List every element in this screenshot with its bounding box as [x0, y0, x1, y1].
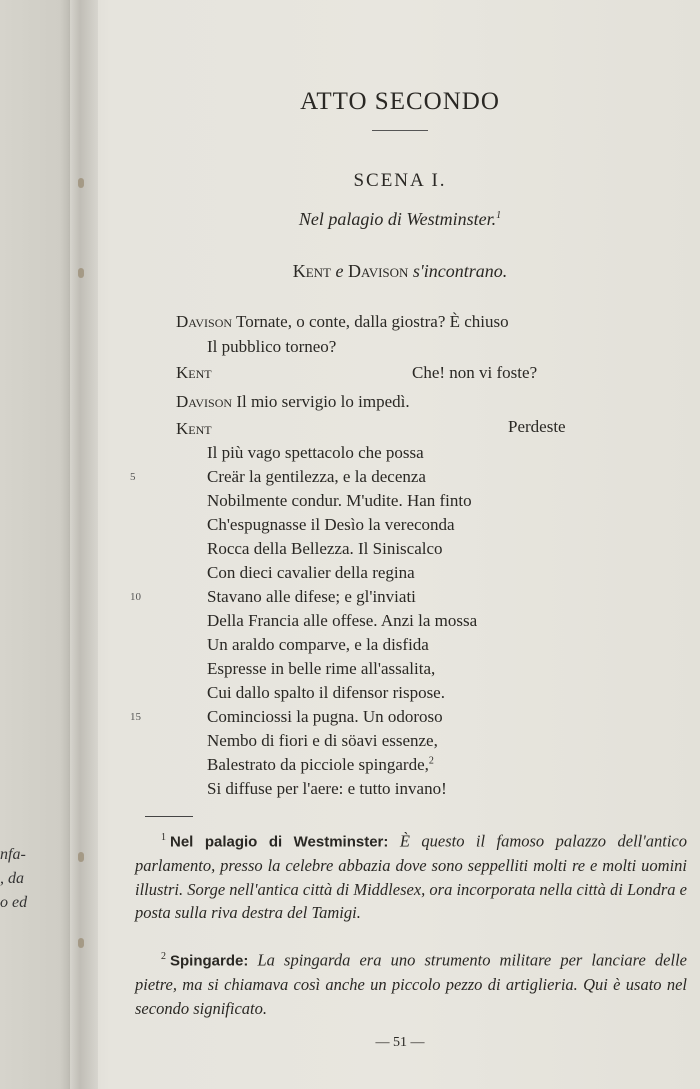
footnote-number: 2 — [161, 951, 166, 962]
verse-line: Un araldo comparve, e la disfida — [207, 635, 429, 654]
verse-line: Si diffuse per l'aere: e tutto invano! — [207, 779, 447, 798]
footnote-body: La spingarda era uno strumento militare per lanciare delle pietre, ma si chiamava così anche un piccolo pezzo di artiglieria. Qui è usato nel secondo significato. — [135, 950, 687, 1018]
binding-hole — [78, 268, 84, 278]
stage-action: s'incontrano. — [412, 261, 508, 281]
note-ref: 2 — [428, 755, 434, 767]
speaker-name: Kent — [176, 363, 212, 382]
stage-direction — [150, 261, 650, 282]
verse-line: Rocca della Bellezza. Il Siniscalco — [207, 539, 443, 558]
previous-page-edge — [0, 0, 70, 1089]
character-name: Davison — [347, 261, 409, 281]
binding-gutter — [68, 0, 98, 1089]
page-number: — 51 — — [375, 1035, 425, 1050]
verse-line — [176, 312, 509, 332]
binding-hole — [78, 852, 84, 862]
footnote-head: Spingarde: — [170, 952, 249, 970]
verse-line — [207, 755, 434, 775]
footnote — [135, 945, 687, 1020]
verse-line — [176, 419, 212, 439]
verse-line: Stavano alle difese; e gl'inviati — [207, 587, 416, 606]
verse-line: Nembo di fiori e di söavi essenze, — [207, 731, 438, 750]
verse-line: Cui dallo spalto il difensor rispose. — [207, 683, 445, 702]
footnote-head: Nel palagio di Westminster: — [170, 833, 389, 851]
verse-line: Nobilmente condur. M'udite. Han finto — [207, 491, 472, 510]
verse-line: Della Francia alle offese. Anzi la mossa — [207, 611, 478, 630]
line-number: 10 — [130, 591, 141, 603]
speaker-name: Davison — [176, 392, 233, 411]
verse-line: Con dieci cavalier della regina — [207, 563, 415, 582]
line-text: Balestrato da picciole spingarde, — [207, 755, 429, 774]
verse-line: Espresse in belle rime all'assalita, — [207, 659, 436, 678]
prev-page-fragment: nfa- — [0, 846, 26, 863]
verse-line — [176, 363, 212, 383]
line-number: 15 — [130, 711, 141, 723]
prev-page-fragment: , da — [0, 870, 24, 887]
verse-line: Ch'espugnasse il Desìo la verecondа — [207, 515, 455, 534]
verse-line: Cominciossi la pugna. Un odoroso — [207, 707, 443, 726]
line-text: Tornate, o conte, dalla giostra? È chiuso — [236, 312, 509, 331]
line-text: Il mio servigio lo impedì. — [236, 392, 410, 411]
note-ref: 1 — [496, 210, 502, 221]
act-title: ATTO SECONDO — [300, 88, 500, 115]
character-name: Kent — [292, 261, 331, 281]
footnote — [135, 826, 687, 925]
speaker-name: Kent — [176, 419, 212, 438]
binding-hole — [78, 938, 84, 948]
line-text-continued: Perdeste — [508, 417, 566, 436]
speaker-name: Davison — [176, 312, 233, 331]
scene-title: SCENA I. — [353, 170, 447, 191]
binding-hole — [78, 178, 84, 188]
footnote-number: 1 — [161, 832, 166, 843]
scene-setting — [150, 209, 650, 230]
verse-line — [207, 337, 336, 357]
line-text: Il pubblico torneo? — [207, 337, 337, 356]
verse-line: Il più vago spettacolo che possa — [207, 443, 424, 462]
verse-line — [176, 392, 410, 412]
prev-page-fragment: o ed — [0, 894, 28, 911]
conjunction: e — [335, 261, 344, 281]
footnote-body: È questo il famoso palazzo dell'antico parlamento, presso la celebre abbazia dove sono seppelliti molti re e molti uomini illustri. Sorge nell'antica città di Middlesex, ora incorporata nella città di Londra e posta sulla riva destra del Tamigi. — [135, 831, 688, 922]
setting-text: Nel palagio di Westminster. — [298, 209, 497, 229]
line-text-continued: Che! non vi foste? — [412, 363, 538, 382]
footnote-rule — [145, 816, 193, 817]
line-number: 5 — [130, 471, 136, 483]
verse-line: Creär la gentilezza, e la decenza — [207, 467, 426, 486]
title-rule — [372, 130, 428, 131]
